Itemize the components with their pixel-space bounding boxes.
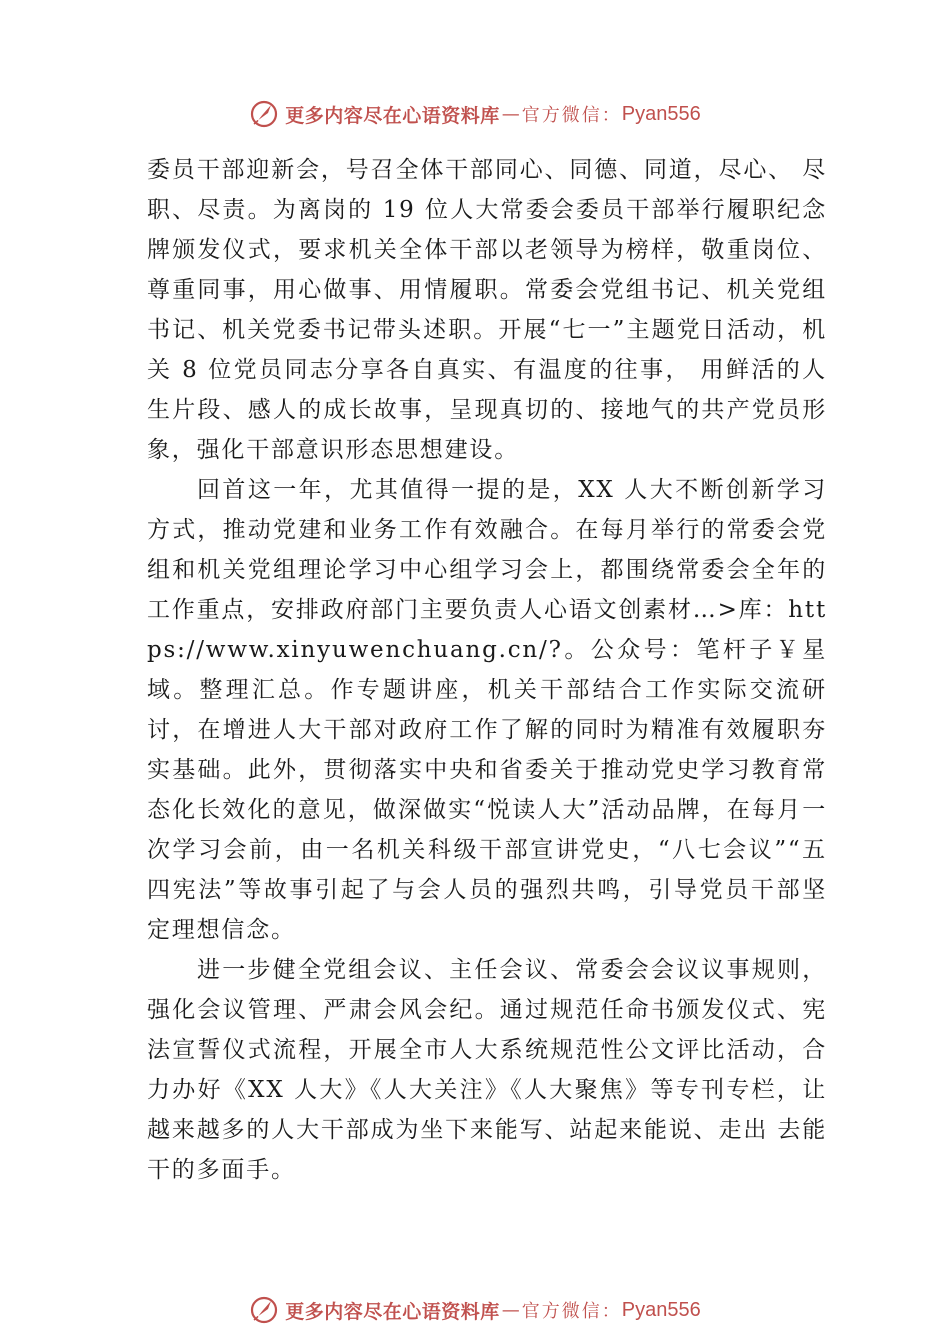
header-banner bbox=[0, 94, 950, 134]
quill-pen-logo-icon bbox=[249, 99, 279, 129]
body-paragraph-1: 委员干部迎新会，号召全体干部同心、同德、同道，尽心、 尽职、尽责。为离岗的 19 位人大常委会委员干部举行履职纪念牌颁发仪式，要求机关全体干部以老领导为榜样，敬重岗位、尊重同事，用心做事、用情履职。常委会党组书记、机关党组书记、机关党委书记带头述职。开展“七一”主题党日活动，机关 8 位党员同志分享各自真实、有温度的往事， 用鲜活的人生片段、感人的成长故事，呈现真切的、接地气的共产党员形象，强化干部意识形态思想建设。 bbox=[147, 157, 827, 463]
footer-separator: — bbox=[501, 1299, 520, 1321]
footer-wechat-id: Pyan556 bbox=[621, 1298, 701, 1321]
footer-wechat-label: 官方微信： bbox=[521, 1301, 622, 1322]
quill-pen-logo-icon bbox=[249, 1295, 279, 1325]
body-paragraph-2: 回首这一年，尤其值得一提的是，XX 人大不断创新学习方式，推动党建和业务工作有效融合。在每月举行的常委会党组和机关党组理论学习中心组学习会上，都围绕常委会全年的工作重点，安排政府部门主要负责人心语文创素材…>库：https://www.xinyuwenchuang.cn/?。公众号：笔杆子￥星域。整理汇总。作专题讲座，机关干部结合工作实际交流研讨，在增进人大干部对政府工作了解的同时为精准有效履职夯实基础。此外，贯彻落实中央和省委关于推动党史学习教育常态化长效化的意见，做深做实“悦读人大”活动品牌，在每月一次学习会前，由一名机关科级干部宣讲党史，“八七会议”“五四宪法”等故事引起了与会人员的强烈共鸣，引导党员干部坚定理想信念。 bbox=[147, 477, 827, 943]
footer-banner bbox=[0, 1290, 950, 1330]
document-body bbox=[147, 150, 827, 1190]
header-wechat-label: 官方微信： bbox=[521, 105, 622, 126]
header-wechat-id: Pyan556 bbox=[621, 102, 701, 125]
footer-brand-text: 更多内容尽在心语资料库 bbox=[285, 1300, 500, 1323]
body-paragraph-3: 进一步健全党组会议、主任会议、常委会会议议事规则，强化会议管理、严肃会风会纪。通过规范任命书颁发仪式、宪法宣誓仪式流程，开展全市人大系统规范性公文评比活动，合力办好《XX 人大》《人大关注》《人大聚焦》等专刊专栏，让越来越多的人大干部成为坐下来能写、站起来能说、走出 去能干的多面手。 bbox=[147, 957, 827, 1183]
header-separator: — bbox=[501, 103, 520, 125]
header-brand-text: 更多内容尽在心语资料库 bbox=[285, 104, 500, 127]
